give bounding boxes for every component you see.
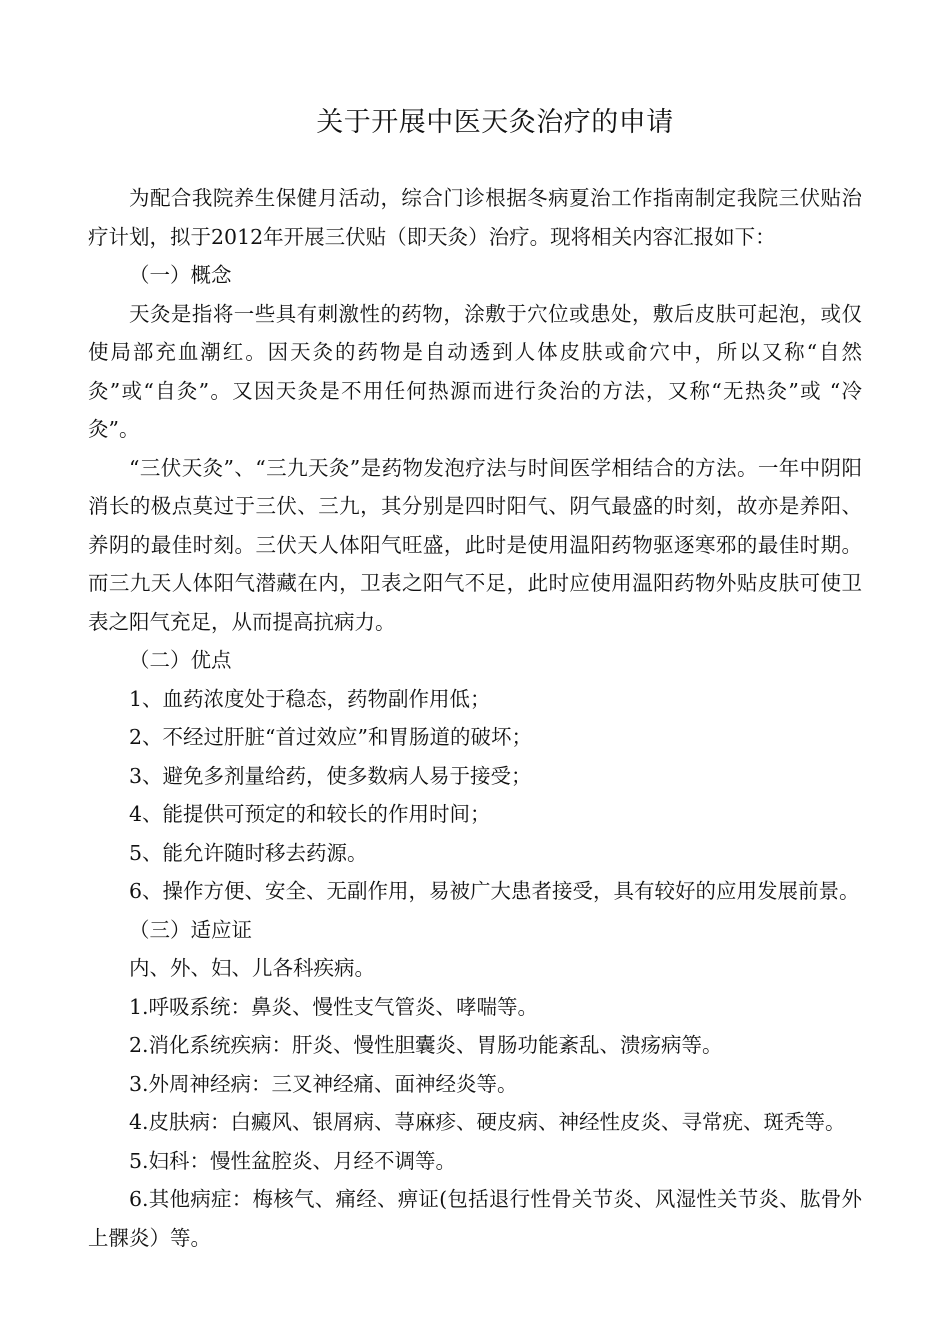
advantage-item-5: 5、能允许随时移去药源。 [129, 840, 368, 865]
section-heading-indications: （三）适应证 [129, 917, 252, 942]
section-heading-advantages: （二）优点 [129, 648, 232, 672]
indication-item-4: 4.皮肤病：白癜风、银屑病、荨麻疹、硬皮病、神经性皮炎、寻常疣、斑秃等。 [129, 1110, 846, 1134]
indication-item-5: 5.妇科：慢性盆腔炎、月经不调等。 [129, 1148, 457, 1173]
advantage-item-1: 1、血药浓度处于稳态，药物副作用低； [129, 686, 491, 711]
advantage-item-3: 3、避免多剂量给药，使多数病人易于接受； [129, 763, 532, 788]
section-heading-concept: （一）概念 [129, 263, 232, 287]
indication-item-3: 3.外周神经病：三叉神经痛、面神经炎等。 [129, 1071, 518, 1096]
document-title: 关于开展中医天灸治疗的申请 [316, 107, 674, 138]
indication-item-1: 1.呼吸系统：鼻炎、慢性支气管炎、哮喘等。 [129, 994, 539, 1019]
indication-item-6: 6.其他病症：梅核气、痛经、痹证(包括退行性骨关节炎、风湿性关节炎、肱骨外上髁炎）等。 [88, 1187, 862, 1250]
intro-paragraph: 为配合我院养生保健月活动，综合门诊根据冬病夏治工作指南制定我院三伏贴治疗计划，拟于2012年开展三伏贴（即天灸）治疗。现将相关内容汇报如下： [88, 186, 862, 249]
indications-summary: 内、外、妇、儿各科疾病。 [129, 956, 375, 980]
advantage-item-2: 2、不经过肝脏“首过效应”和胃肠道的破坏； [129, 725, 533, 749]
advantage-item-6: 6、操作方便、安全、无副作用，易被广大患者接受，具有较好的应用发展前景。 [129, 879, 860, 903]
concept-paragraph-1: 天灸是指将一些具有刺激性的药物，涂敷于穴位或患处，敷后皮肤可起泡，或仅使局部充血潮红。因天灸的药物是自动透到人体皮肤或俞穴中，所以又称“自然灸”或“自灸”。又因天灸是不用任何热源而进行灸治的方法，又称“无热灸”或 “冷灸”。 [88, 301, 862, 441]
document-body [88, 179, 862, 1257]
indication-item-2: 2.消化系统疾病：肝炎、慢性胆囊炎、胃肠功能紊乱、溃疡病等。 [129, 1033, 723, 1057]
advantage-item-4: 4、能提供可预定的和较长的作用时间； [129, 802, 491, 826]
concept-paragraph-2: “三伏天灸”、“三九天灸”是药物发泡疗法与时间医学相结合的方法。一年中阴阳消长的极点莫过于三伏、三九，其分别是四时阳气、阴气最盛的时刻，故亦是养阳、养阴的最佳时刻。三伏天人体阳气旺盛，此时是使用温阳药物驱逐寒邪的最佳时期。而三九天人体阳气潜藏在内，卫表之阳气不足，此时应使用温阳药物外贴皮肤可使卫表之阳气充足，从而提高抗病力。 [88, 455, 862, 634]
